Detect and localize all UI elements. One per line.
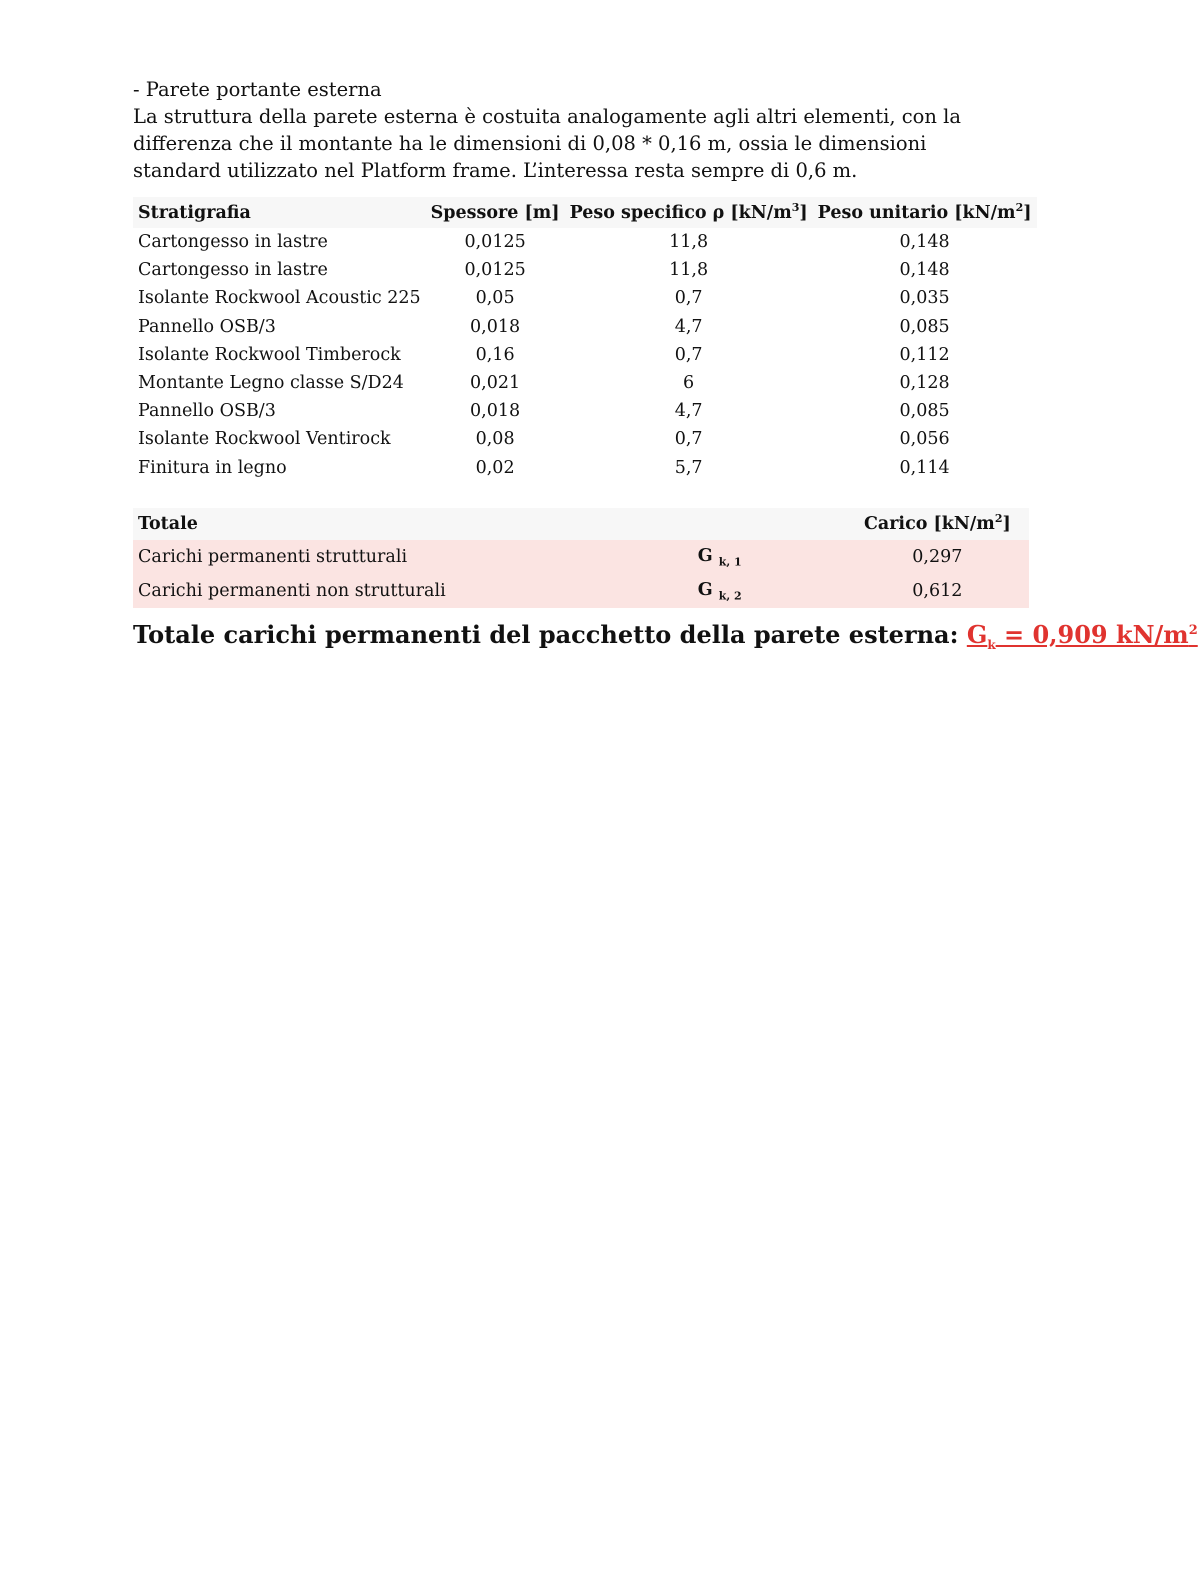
stratigraphy-table [133, 197, 1037, 482]
layer-thickness: 0,05 [475, 288, 515, 309]
header-thickness: Spessore [m] [430, 202, 560, 223]
table-row [133, 228, 1037, 256]
layer-density: 11,8 [669, 232, 709, 253]
layer-name: Pannello OSB/3 [138, 401, 276, 422]
load-value: 0,612 [912, 581, 963, 601]
table-header-row [133, 197, 1037, 228]
layer-unit-weight: 0,056 [899, 429, 950, 450]
layer-unit-weight: 0,148 [899, 260, 950, 281]
layer-name: Cartongesso in lastre [138, 232, 328, 253]
layer-unit-weight: 0,035 [899, 288, 950, 309]
layer-density: 0,7 [674, 344, 703, 365]
layer-density: 4,7 [674, 316, 703, 337]
header-unit-weight: Peso unitario $[kN/m^2]$ [817, 200, 1032, 223]
layer-thickness: 0,08 [475, 429, 515, 450]
load-row-non-structural [133, 574, 1029, 608]
load-label: Carichi permanenti strutturali [138, 547, 408, 567]
load-header: Carico $[kN/m^2]$ [863, 512, 1011, 534]
layer-density: 6 [683, 373, 695, 394]
layer-density: 0,7 [674, 288, 703, 309]
total-load-summary [133, 620, 1198, 652]
table-row [133, 284, 1037, 312]
layer-density: 0,7 [674, 429, 703, 450]
load-row-structural [133, 540, 1029, 574]
header-density: Peso specifico ρ $[kN/m^3]$ [569, 200, 808, 223]
summary-result: $G_k = 0,909$ $kN/m^2$ [966, 620, 1198, 652]
layer-name: Cartongesso in lastre [138, 260, 328, 281]
layer-density: 5,7 [674, 457, 703, 478]
layer-thickness: 0,0125 [464, 232, 526, 253]
layer-name: Isolante Rockwool Acoustic 225 [138, 288, 421, 309]
table-row [133, 425, 1037, 453]
layer-name: Montante Legno classe S/D24 [138, 373, 404, 394]
layer-thickness: 0,018 [470, 316, 521, 337]
layer-thickness: 0,16 [475, 344, 515, 365]
load-label: Carichi permanenti non strutturali [138, 581, 446, 601]
layer-name: Finitura in legno [138, 457, 287, 478]
load-value: 0,297 [912, 547, 963, 567]
layer-density: 4,7 [674, 401, 703, 422]
table-row [133, 256, 1037, 284]
totals-title: Totale [138, 514, 198, 534]
table-row [133, 369, 1037, 397]
summary-label: Totale carichi permanenti del pacchetto della parete esterna: [133, 620, 959, 649]
layer-name: Isolante Rockwool Ventirock [138, 429, 391, 450]
section-heading: - Parete portante esterna [133, 78, 382, 101]
table-row [133, 313, 1037, 341]
layer-unit-weight: 0,085 [899, 316, 950, 337]
totals-header-row [133, 508, 1029, 540]
load-symbol: G $_{k, 2}$ [697, 579, 742, 603]
layer-name: Isolante Rockwool Timberock [138, 344, 401, 365]
table-row [133, 341, 1037, 369]
layer-name: Pannello OSB/3 [138, 316, 276, 337]
layer-thickness: 0,021 [470, 373, 521, 394]
layer-thickness: 0,018 [470, 401, 521, 422]
table-row [133, 397, 1037, 425]
load-symbol: G $_{k, 1}$ [697, 545, 742, 569]
intro-text [133, 76, 1013, 184]
layer-unit-weight: 0,128 [899, 373, 950, 394]
layer-thickness: 0,02 [475, 457, 515, 478]
layer-density: 11,8 [669, 260, 709, 281]
header-layer: Stratigrafia [138, 202, 251, 223]
layer-thickness: 0,0125 [464, 260, 526, 281]
layer-unit-weight: 0,114 [899, 457, 950, 478]
layer-unit-weight: 0,112 [899, 344, 950, 365]
layer-unit-weight: 0,085 [899, 401, 950, 422]
layer-unit-weight: 0,148 [899, 232, 950, 253]
totals-table [133, 508, 1029, 608]
intro-paragraph: La struttura della parete esterna è costuita analogamente agli altri elementi, con la differenza che il montante ha le dimensioni di 0,08 * 0,16 m, ossia le dimensioni standard utilizzato nel Platform frame. L’interessa resta sempre di 0,6 m. [133, 105, 962, 182]
table-row [133, 454, 1037, 482]
